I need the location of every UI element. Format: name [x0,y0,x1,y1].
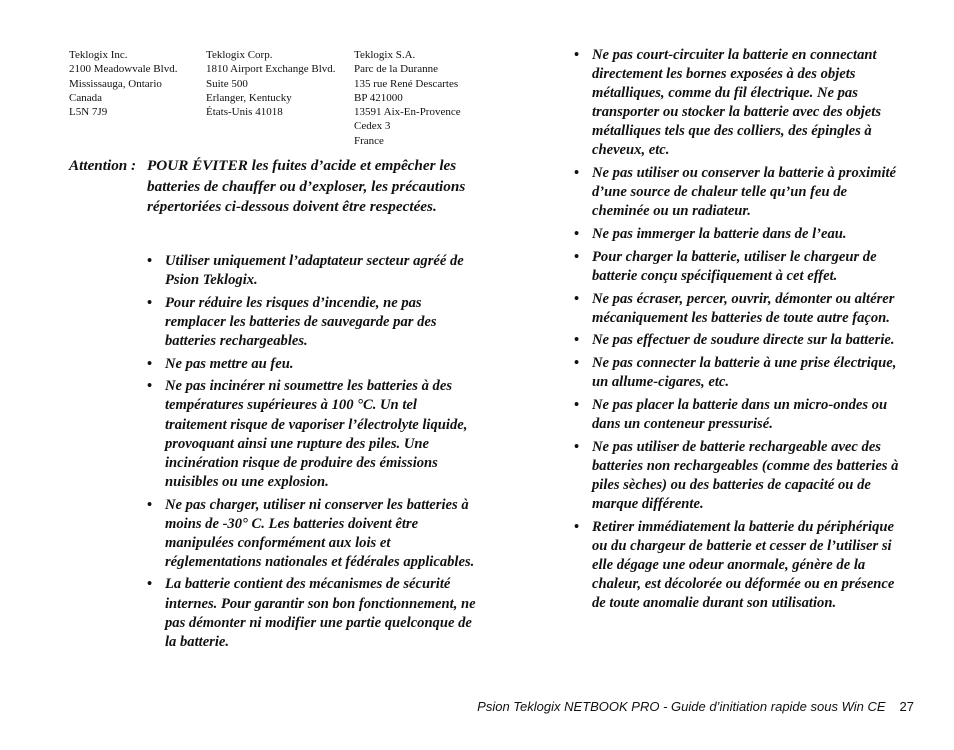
list-item [147,355,477,374]
address-line: 13591 Aix-En-Provence [354,106,461,119]
bullet-icon: • [574,290,580,307]
footer-title: Psion Teklogix NETBOOK PRO - Guide d’initiation rapide sous Win CE [477,699,886,714]
list-item-text: Ne pas utiliser ou conserver la batterie à proximité d’une source de chaleur telle qu’un feu de cheminée ou un radiateur. [592,165,897,220]
address-line: Parc de la Duranne [354,63,438,76]
list-item [574,248,906,286]
address-line: Teklogix Inc. [69,49,128,61]
address-teklogix-corp [206,48,336,119]
list-item-text: Ne pas immerger la batterie dans de l’eau. [592,226,847,243]
address-line: 135 rue René Descartes [354,77,459,90]
address-teklogix-sa [354,48,461,148]
page-footer [477,699,914,714]
list-item [574,354,906,392]
list-item-text: Ne pas incinérer ni soumettre les batteries à des températures supérieures à 100 °C. Un tel traitement risque de vaporiser l’électrolyte liquide, provoquant ainsi une rupture des piles. Une incinération risque de produire des émissions nuisibles ou une explosion. [165,378,468,490]
bullet-icon: • [574,332,580,349]
address-line: 2100 Meadowvale Blvd. [69,63,178,76]
list-item-text: Ne pas placer la batterie dans un micro-ondes ou dans un conteneur pressurisé. [592,396,888,432]
list-item-text: Ne pas mettre au feu. [165,355,294,372]
precautions-list-left [147,252,477,655]
bullet-icon: • [574,518,580,535]
list-item-text: Pour charger la batterie, utiliser le chargeur de batterie conçu spécifiquement à cet effet. [592,248,877,284]
list-item [574,518,906,613]
list-item-text: Ne pas charger, utiliser ni conserver les batteries à moins de -30° C. Les batteries doivent être manipulées conformément aux lois et réglementations nationales et fédérales applicables. [165,496,475,570]
bullet-icon: • [574,226,580,243]
bullet-icon: • [147,355,153,372]
address-line: Erlanger, Kentucky [206,91,292,104]
list-item-text: Ne pas connecter la batterie à une prise électrique, un allume-cigares, etc. [592,354,897,391]
bullet-icon: • [147,294,153,311]
list-item [574,438,906,514]
list-item-text: Ne pas court-circuiter la batterie en connectant directement les bornes exposées à des objets métalliques, comme du fil électrique. Ne pas transporter ou stocker la batterie avec des objets métalliques tels que des colliers, des épingles à cheveux, etc. [592,47,882,159]
bullet-icon: • [147,253,153,269]
list-item-text: Ne pas utiliser de batterie rechargeable avec des batteries non rechargeables (comme des batteries à piles sèches) ou des batteries de capacité ou de marque différente. [592,438,899,512]
precautions-list-right [574,46,906,617]
address-line: Teklogix S.A. [354,49,416,61]
address-line: L5N 7J9 [69,106,108,119]
list-item [574,46,906,161]
list-item-text: Ne pas effectuer de soudure directe sur la batterie. [592,332,895,349]
list-item [147,496,477,572]
page-number: 27 [899,699,914,714]
list-item [147,377,477,492]
address-line: Teklogix Corp. [206,49,273,61]
bullet-icon: • [574,165,580,182]
list-item [147,252,477,290]
address-line: 1810 Airport Exchange Blvd. [206,63,336,76]
list-item-text: La batterie contient des mécanismes de sécurité internes. Pour garantir son bon fonctionnement, ne pas démonter ni modifier une partie quelconque de la batterie. [165,576,476,650]
list-item [574,290,906,328]
attention-text: POUR ÉVITER les fuites d’acide et empêcher les batteries de chauffer ou d’exploser, les précautions répertoriées ci-dessous doivent être respectées. [147,157,466,216]
bullet-icon: • [574,354,580,371]
bullet-icon: • [574,396,580,413]
bullet-icon: • [574,248,580,265]
attention-notice [69,156,479,218]
bullet-icon: • [574,47,580,63]
attention-label: Attention : [69,157,137,174]
address-line: BP 421000 [354,91,403,104]
address-line: France [354,134,384,147]
address-line: Cedex 3 [354,120,391,133]
bullet-icon: • [147,576,153,593]
address-line: Suite 500 [206,77,248,90]
address-line: Mississauga, Ontario [69,77,162,90]
bullet-icon: • [574,438,580,455]
list-item [574,225,906,244]
list-item [574,331,906,350]
bullet-icon: • [147,378,153,395]
list-item-text: Ne pas écraser, percer, ouvrir, démonter ou altérer mécaniquement les batteries de toute autre façon. [592,290,895,326]
list-item-text: Retirer immédiatement la batterie du périphérique ou du chargeur de batterie et cesser de l’utiliser si elle dégage une odeur anormale, génère de la chaleur, est décolorée ou déformée ou en présence de toute anomalie durant son utilisation. [592,518,895,611]
list-item [574,164,906,221]
address-line: Canada [69,91,102,104]
address-line: États-Unis 41018 [206,106,283,119]
list-item-text: Pour réduire les risques d’incendie, ne pas remplacer les batteries de sauvegarde par des batteries rechargeables. [165,294,437,349]
bullet-icon: • [147,496,153,513]
list-item [574,396,906,434]
list-item-text: Utiliser uniquement l’adaptateur secteur agréé de Psion Teklogix. [165,253,464,289]
list-item [147,294,477,351]
address-teklogix-inc [69,48,177,119]
list-item [147,575,477,651]
